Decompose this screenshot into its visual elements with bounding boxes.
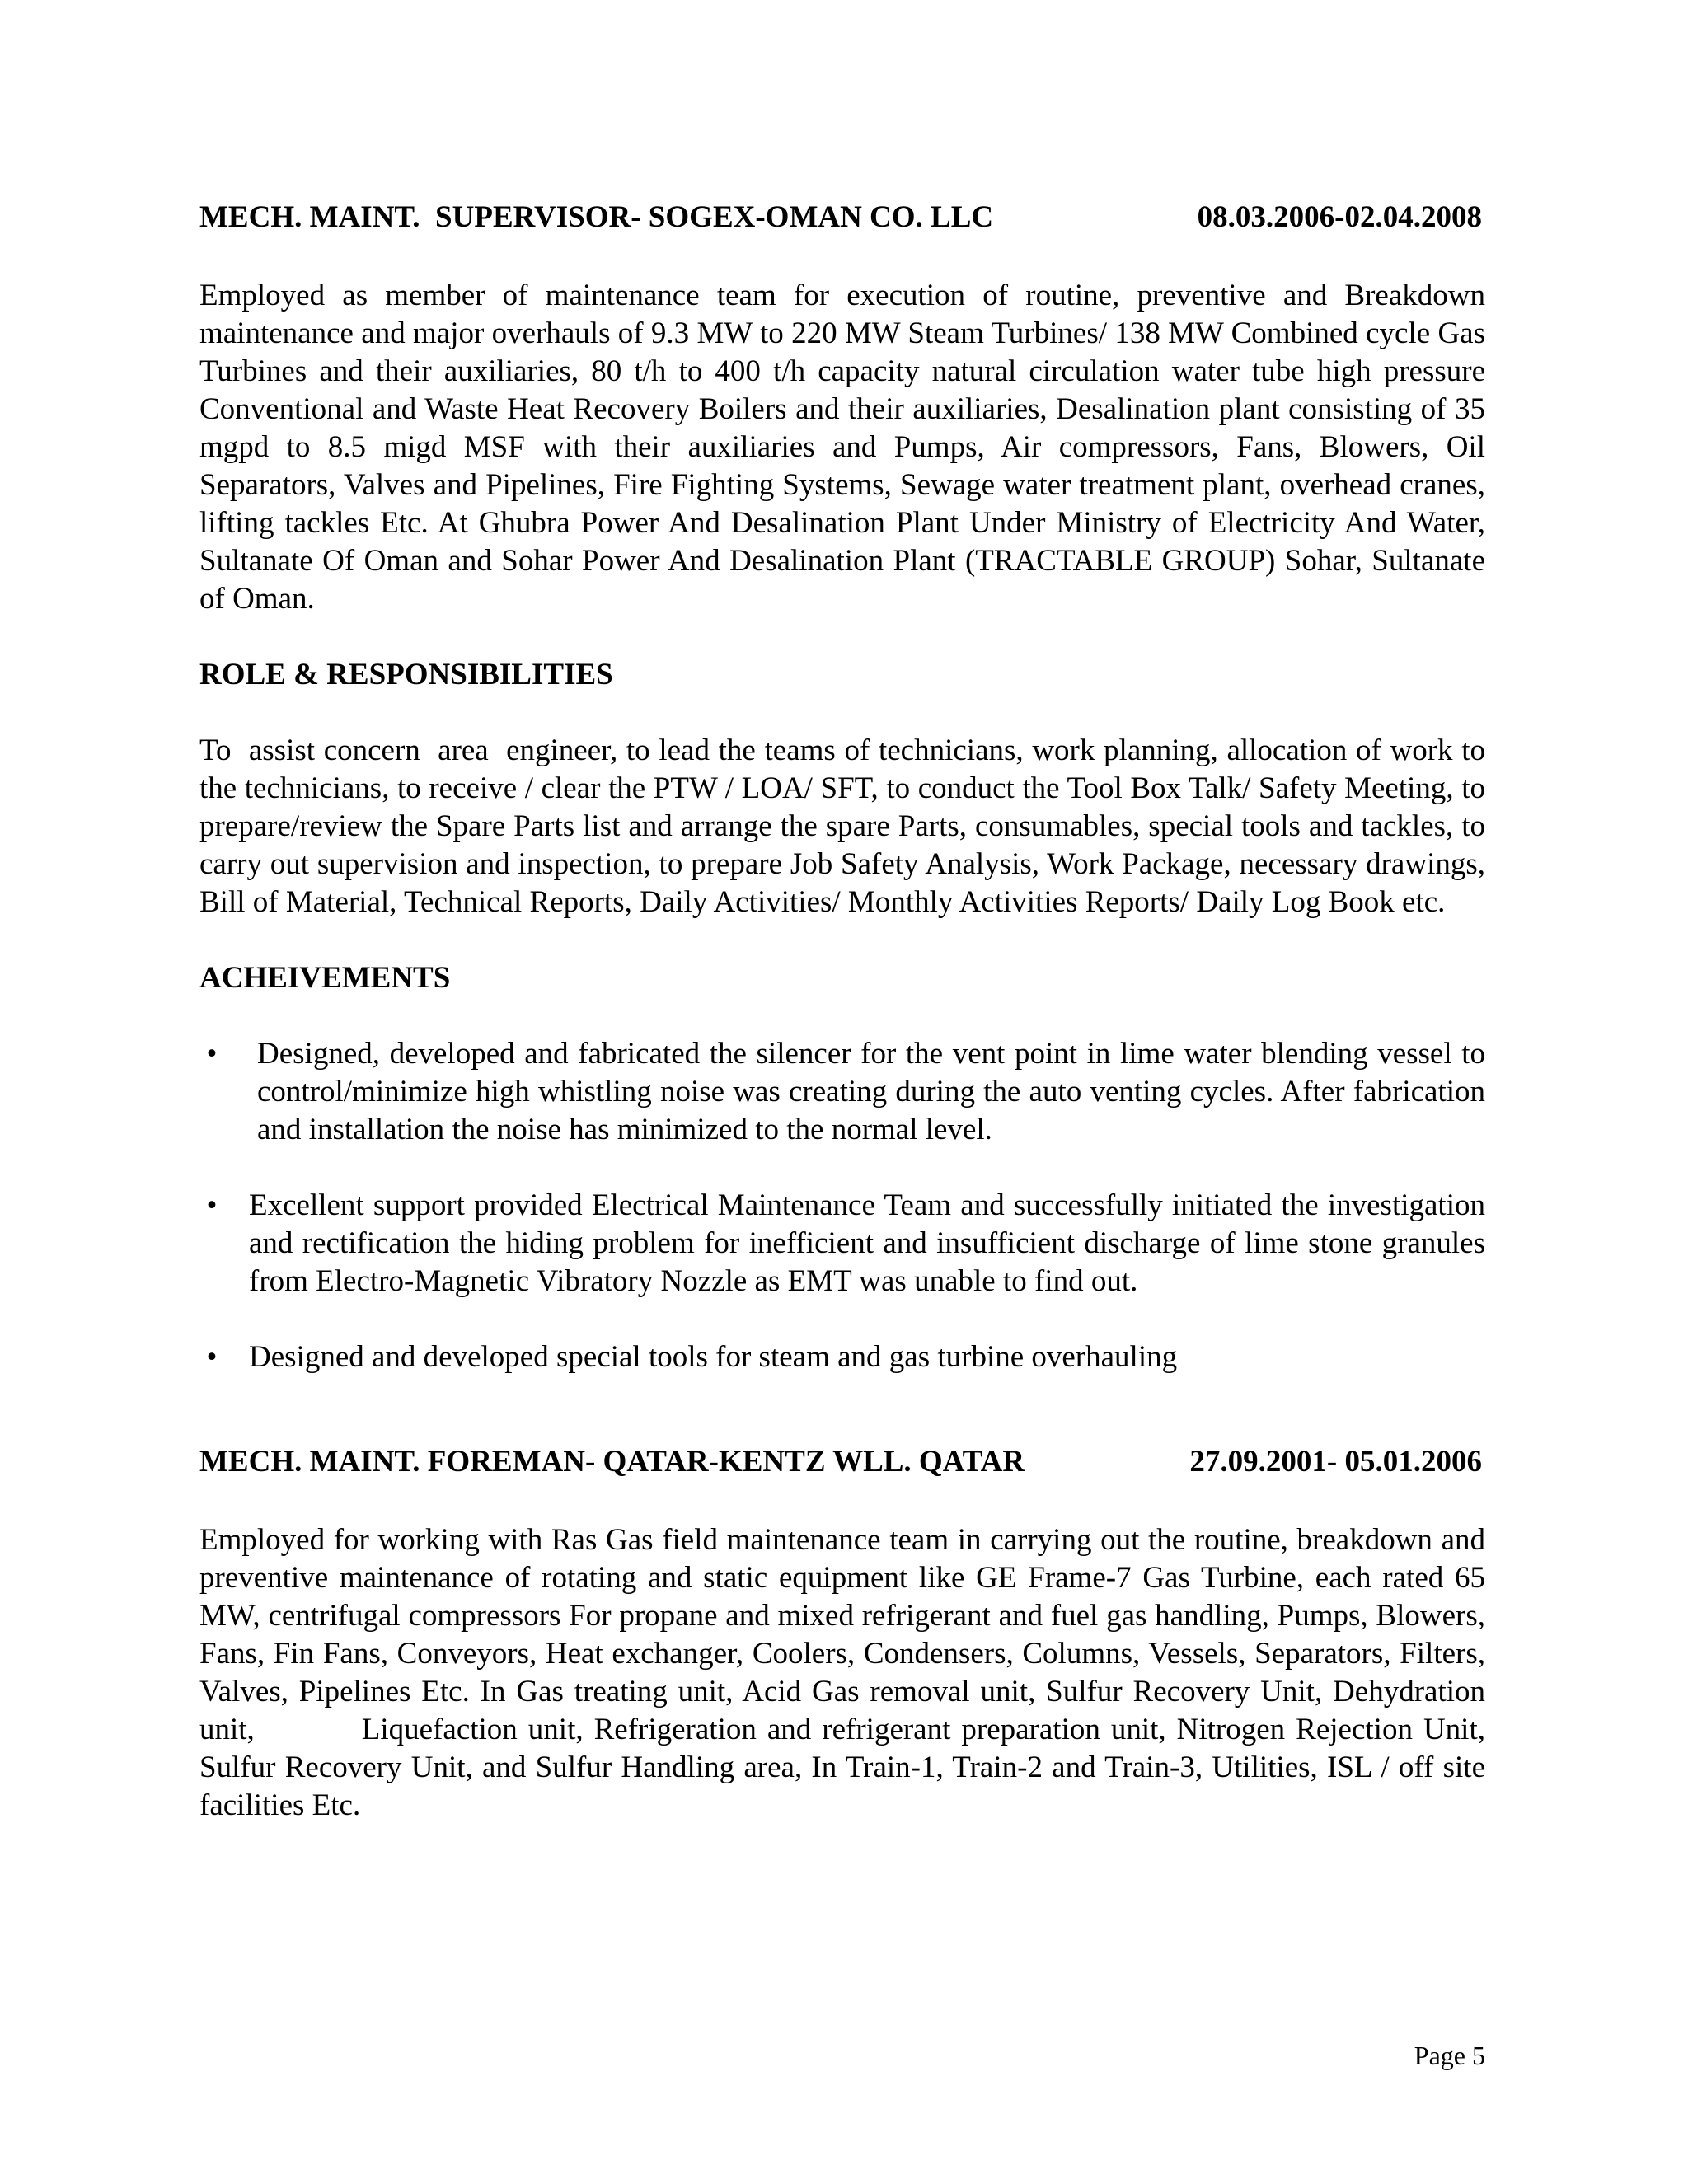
job-title: MECH. MAINT. SUPERVISOR- SOGEX-OMAN CO. LLC xyxy=(199,200,994,234)
job-dates: 27.09.2001- 05.01.2006 xyxy=(1189,1445,1482,1479)
job-title: MECH. MAINT. FOREMAN- QATAR-KENTZ WLL. QATAR xyxy=(199,1445,1025,1479)
page-content xyxy=(199,196,1493,1825)
roles-heading: ROLE & RESPONSIBILITIES xyxy=(199,658,613,691)
job-description: Employed for working with Ras Gas field maintenance team in carrying out the routine, breakdown and preventive maintenance of rotating and static equipment like GE Frame-7 Gas Turbine, each rated 65 MW, centrifugal compressors For propane and mixed refrigerant and fuel gas handling, Pumps, Blowers, Fans, Fin Fans, Conveyors, Heat exchanger, Coolers, Condensers, Columns, Vessels, Separators, Filters, Valves, Pipelines Etc. In Gas treating unit, Acid Gas removal unit, Sulfur Recovery Unit, Dehydration unit, Liquefaction unit, Refrigeration and refrigerant preparation unit, Nitrogen Rejection Unit, Sulfur Recovery Unit, and Sulfur Handling area, In Train-1, Train-2 and Train-3, Utilities, ISL / off site facilities Etc. xyxy=(199,1523,1493,1822)
achievement-text: Designed, developed and fabricated the silencer for the vent point in lime water blending vessel to control/minimize high whistling noise was creating during the auto venting cycles. After fabrication and installation the noise has minimized to the normal level. xyxy=(257,1037,1485,1146)
list-item xyxy=(199,1187,1485,1301)
job-heading-sogex xyxy=(199,196,1485,239)
job-description: Employed as member of maintenance team for execution of routine, preventive and Breakdown maintenance and major overhauls of 9.3 MW to 220 MW Steam Turbines/ 138 MW Combined cycle Gas Turbines and their auxiliaries, 80 t/h to 400 t/h capacity natural circulation water tube high pressure Conventional and Waste Heat Recovery Boilers and their auxiliaries, Desalination plant consisting of 35 mgpd to 8.5 migd MSF with their auxiliaries and Pumps, Air compressors, Fans, Blowers, Oil Separators, Valves and Pipelines, Fire Fighting Systems, Sewage water treatment plant, overhead cranes, lifting tackles Etc. At Ghubra Power And Desalination Plant Under Ministry of Electricity And Water, Sultanate Of Oman and Sohar Power And Desalination Plant (TRACTABLE GROUP) Sohar, Sultanate of Oman. xyxy=(199,279,1485,616)
bullet-icon: • xyxy=(206,1188,218,1222)
list-item xyxy=(199,1338,1485,1376)
achievement-text: Designed and developed special tools for steam and gas turbine overhauling xyxy=(249,1340,1178,1374)
bullet-icon: • xyxy=(206,1037,218,1071)
page-number: Page 5 xyxy=(1414,2041,1485,2070)
roles-text: To assist concern area engineer, to lead the teams of technicians, work planning, allocation of work to the technicians, to receive / clear the PTW / LOA/ SFT, to conduct the Tool Box Talk/ Safety Meeting, to prepare/review the Spare Parts list and arrange the spare Parts, consumables, special tools and tackles, to carry out supervision and inspection, to prepare Job Safety Analysis, Work Package, necessary drawings, Bill of Material, Technical Reports, Daily Activities/ Monthly Activities Reports/ Daily Log Book etc. xyxy=(199,733,1493,919)
achievements-heading: ACHEIVEMENTS xyxy=(199,961,451,995)
job-heading-qatar-kentz xyxy=(199,1441,1485,1483)
achievement-text: Excellent support provided Electrical Maintenance Team and successfully initiated the investigation and rectification the hiding problem for inefficient and insufficient discharge of lime stone granules from Electro-Magnetic Vibratory Nozzle as EMT was unable to find out. xyxy=(249,1188,1485,1298)
achievements-list xyxy=(199,1035,1485,1376)
list-item xyxy=(199,1035,1485,1149)
job-dates: 08.03.2006-02.04.2008 xyxy=(1197,200,1482,234)
bullet-icon: • xyxy=(206,1340,218,1374)
